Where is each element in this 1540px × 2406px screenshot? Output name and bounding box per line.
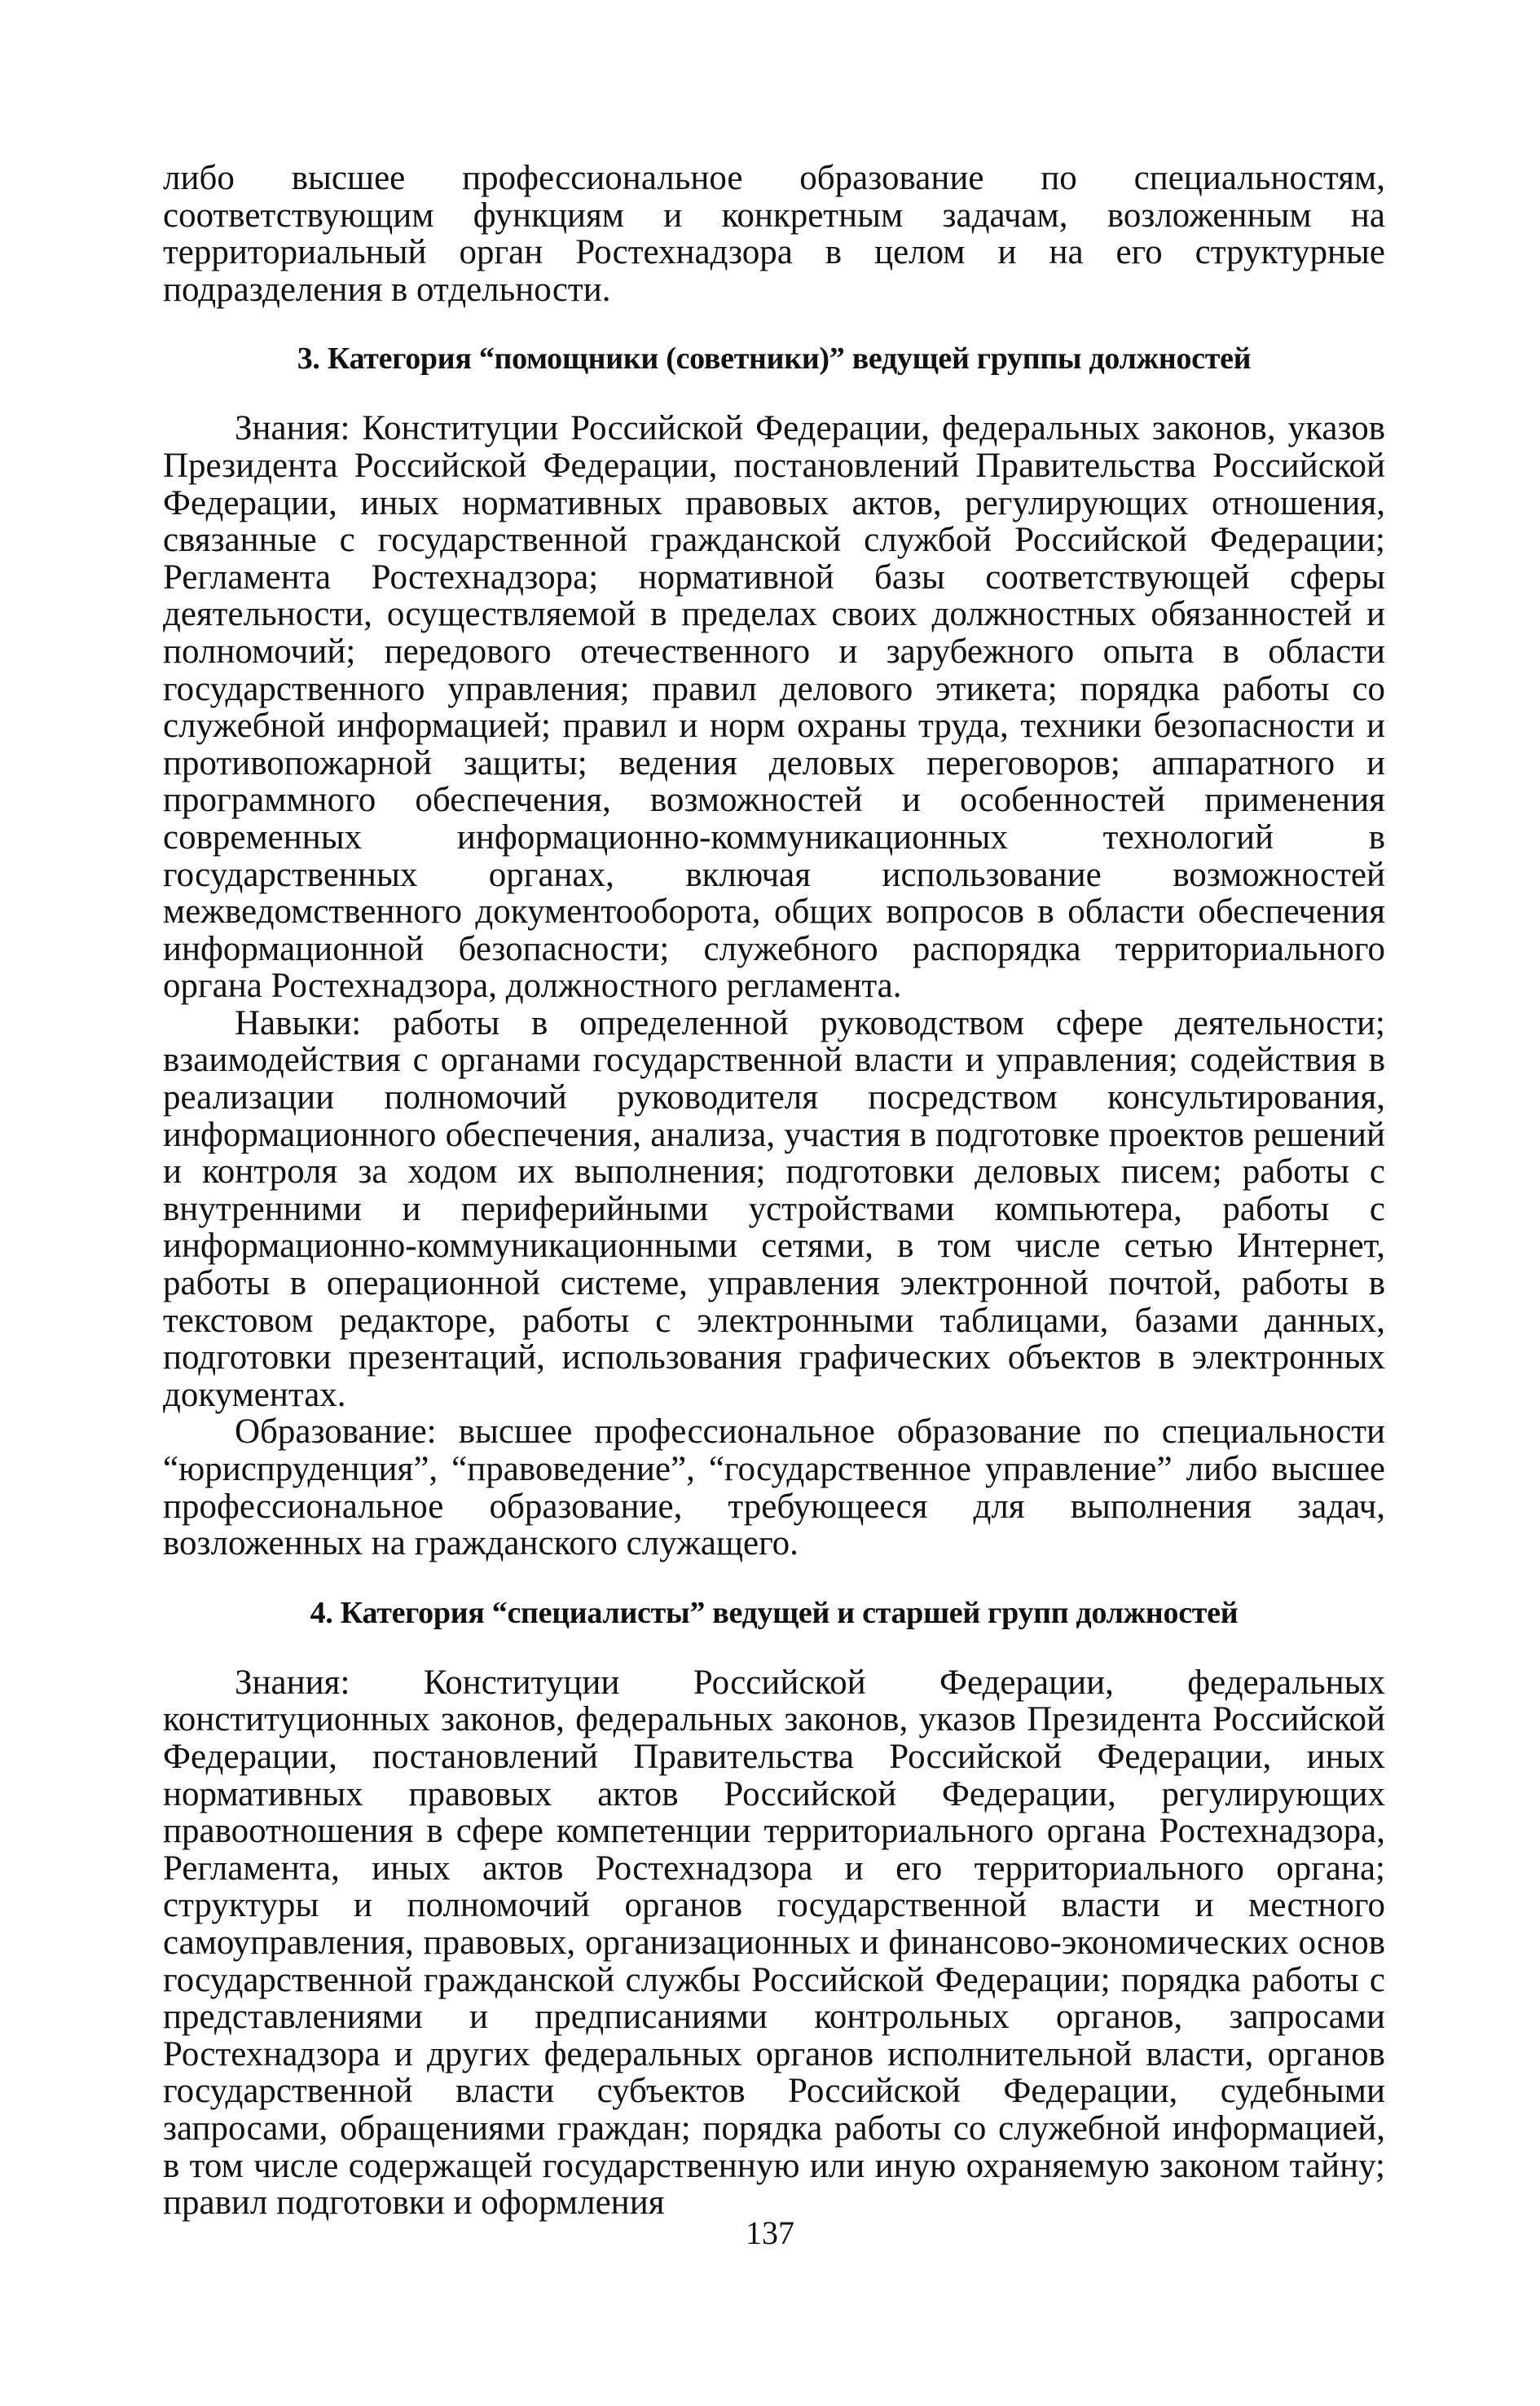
section-3-skills-paragraph: Навыки: работы в определенной руководством сфере деятельности; взаимодействия с органами государственной власти и управления; содействия в реализации полномочий руководителя посредством консультирования, информационного обеспечения, анализа, участия в подготовке проектов решений и контроля за ходом их выполнения; подготовки деловых писем; работы с внутренними и периферийными устройствами компьютера, работы с информационно-коммуникационными сетями, в том числе сетью Интернет, работы в операционной системе, управления электронной почтой, работы в текстовом редакторе, работы с электронными таблицами, базами данных, подготовки презентаций, использования графических объектов в электронных документах. bbox=[163, 1003, 1385, 1414]
section-4-knowledge-paragraph: Знания: Конституции Российской Федерации, федеральных конституционных законов, федеральных законов, указов Президента Российской Федерации, постановлений Правительства Российской Федерации, иных нормативных правовых актов Российской Федерации, регулирующих правоотношения в сфере компетенции территориального органа Ростехнадзора, Регламента, иных актов Ростехнадзора и его территориального органа; структуры и полномочий органов государственной власти и местного самоуправления, правовых, организационных и финансово-экономических основ государственной гражданской службы Российской Федерации; порядка работы с представлениями и предписаниями контрольных органов, запросами Ростехнадзора и других федеральных органов исполнительной власти, органов государственной власти субъектов Российской Федерации, судебными запросами, обращениями граждан; порядка работы со служебной информацией, в том числе содержащей государственную или иную охраняемую законом тайну; правил подготовки и оформления bbox=[163, 1663, 1385, 2223]
section-3-heading: 3. Категория “помощники (советники)” ведущей группы должностей bbox=[297, 342, 1252, 377]
paragraph-continuation: либо высшее профессиональное образование по специальностям, соответствующим функциям и конкретным задачам, возложенным на территориальный орган Ростехнадзора в целом и на его структурные подразделения в отдельности. bbox=[163, 159, 1385, 309]
document-page bbox=[163, 160, 1385, 2222]
section-3-education-paragraph: Образование: высшее профессиональное образование по специальности “юриспруденция”, “правоведение”, “государственное управление” либо высшее профессиональное образование, требующееся для выполнения задач, возложенных на гражданского служащего. bbox=[163, 1412, 1385, 1563]
page-number: 137 bbox=[746, 2214, 794, 2251]
section-3-knowledge-paragraph: Знания: Конституции Российской Федерации, федеральных законов, указов Президента Российской Федерации, постановлений Правительства Российской Федерации, иных нормативных правовых актов, регулирующих отношения, связанные с государственной гражданской службой Российской Федерации; Регламента Ростехнадзора; нормативной базы соответствующей сферы деятельности, осуществляемой в пределах своих должностных обязанностей и полномочий; передового отечественного и зарубежного опыта в области государственного управления; правил делового этикета; порядка работы со служебной информацией; правил и норм охраны труда, техники безопасности и противопожарной защиты; ведения деловых переговоров; аппаратного и программного обеспечения, возможностей и особенностей применения современных информационно-коммуникационных технологий в государственных органах, включая использование возможностей межведомственного документооборота, общих вопросов в области обеспечения информационной безопасности; служебного распорядка территориального органа Ростехнадзора, должностного регламента. bbox=[163, 409, 1385, 1006]
section-4-heading: 4. Категория “специалисты” ведущей и старшей групп должностей bbox=[310, 1595, 1239, 1630]
